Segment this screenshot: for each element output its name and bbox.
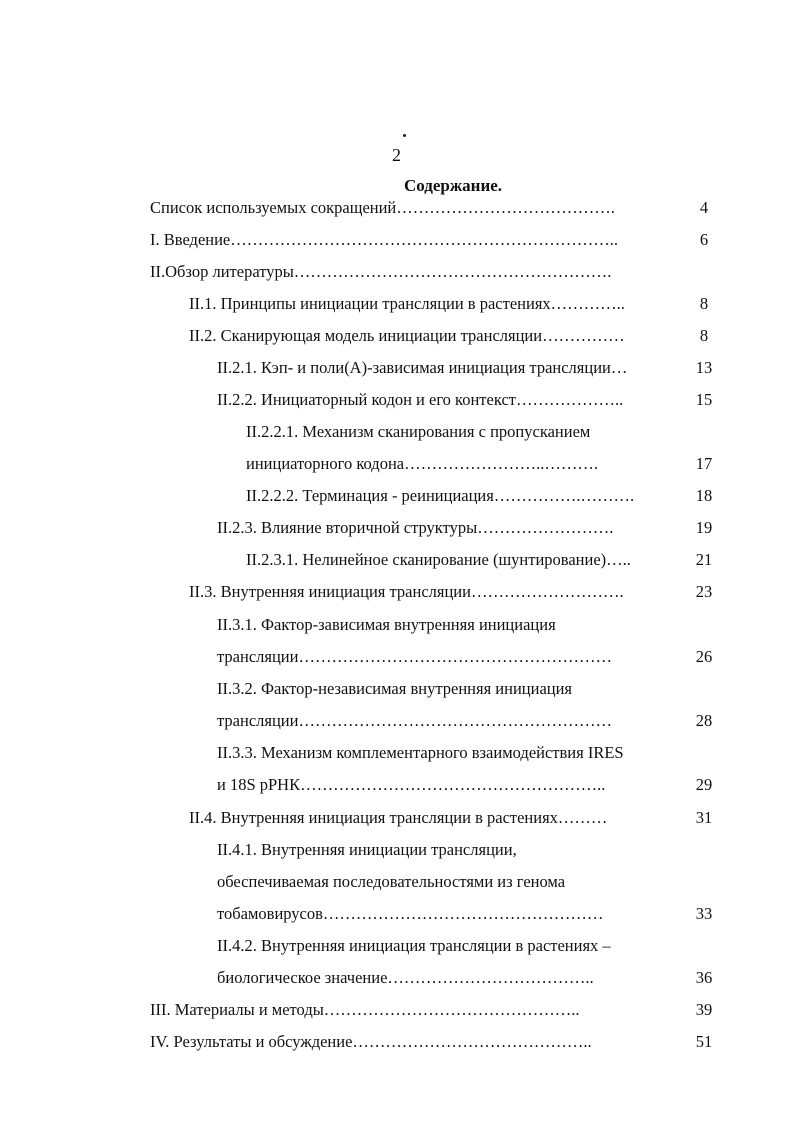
toc-entry-text: трансляции………………………………………………… bbox=[217, 647, 612, 666]
toc-entry-text: III. Материалы и методы……………………………………….. bbox=[150, 1000, 580, 1019]
toc-entry-text: и 18S рРНК……………………………………………….. bbox=[217, 775, 606, 794]
toc-entry-text: II.2.2. Инициаторный кодон и его контекст……………….. bbox=[217, 390, 624, 409]
toc-entry-page: 15 bbox=[695, 390, 713, 409]
page-title: Содержание. bbox=[403, 176, 503, 195]
toc-entry-page: 31 bbox=[695, 808, 713, 827]
toc-entry-text: II.4. Внутренняя инициация трансляции в растениях……… bbox=[189, 808, 608, 827]
toc-entry-page: 4 bbox=[699, 198, 709, 217]
toc-entry-page: 21 bbox=[695, 550, 713, 569]
toc-entry-text: II.1. Принципы инициации трансляции в растениях………….. bbox=[189, 294, 625, 313]
toc-entry-text: II.2.3.1. Нелинейное сканирование (шунтирование)….. bbox=[246, 550, 631, 569]
toc-entry-page: 19 bbox=[695, 518, 713, 537]
toc-entry-text: инициаторного кодона……………………..………. bbox=[246, 454, 598, 473]
toc-entry-text: II.4.1. Внутренняя инициации трансляции, bbox=[217, 840, 517, 859]
toc-entry-text: Список используемых сокращений…………………………………. bbox=[150, 198, 615, 217]
toc-entry-text: II.2.2.2. Терминация - реинициация…………….………. bbox=[246, 486, 635, 505]
toc-entry-text: I. Введение…………………………………………………………….. bbox=[150, 230, 619, 249]
toc-entry-page: 23 bbox=[695, 582, 713, 601]
toc-entry-text: II.3. Внутренняя инициация трансляции………………………. bbox=[189, 582, 624, 601]
toc-entry-text: II.2. Сканирующая модель инициации трансляции…………… bbox=[189, 326, 625, 345]
page-number: 2 bbox=[392, 145, 401, 165]
toc-entry-page: 17 bbox=[695, 454, 713, 473]
toc-entry-text: II.4.2. Внутренняя инициация трансляции в растениях – bbox=[217, 936, 611, 955]
toc-entry-page: 39 bbox=[695, 1000, 713, 1019]
toc-entry-page: 33 bbox=[695, 904, 713, 923]
toc-entry-text: IV. Результаты и обсуждение…………………………………….. bbox=[150, 1032, 592, 1051]
toc-entry-text: II.2.1. Кэп- и поли(А)-зависимая инициация трансляции… bbox=[217, 358, 628, 377]
toc-entry-page: 51 bbox=[695, 1032, 713, 1051]
toc-entry-text: обеспечиваемая последовательностями из генома bbox=[217, 872, 566, 891]
toc-entry-text: II.3.2. Фактор-независимая внутренняя инициация bbox=[217, 679, 573, 698]
toc-entry-text: тобамовирусов…………………………………………… bbox=[217, 904, 604, 923]
toc-entry-page: 18 bbox=[695, 486, 713, 505]
scan-speck bbox=[403, 134, 406, 137]
toc-entry-page: 29 bbox=[695, 775, 713, 794]
toc-entry-text: II.2.2.1. Механизм сканирования с пропусканием bbox=[246, 422, 591, 441]
toc-entry-page: 13 bbox=[695, 358, 713, 377]
toc-entry-text: II.3.3. Механизм комплементарного взаимодействия IRES bbox=[217, 743, 624, 762]
toc-entry-page: 6 bbox=[699, 230, 709, 249]
toc-entry-page: 36 bbox=[695, 968, 713, 987]
toc-entry-page: 8 bbox=[699, 326, 709, 345]
toc-entry-page: 28 bbox=[695, 711, 713, 730]
toc-entry-text: биологическое значение……………………………….. bbox=[217, 968, 594, 987]
toc-entry-text: II.Обзор литературы…………………………………………………. bbox=[150, 262, 612, 281]
toc-entry-text: трансляции………………………………………………… bbox=[217, 711, 612, 730]
toc-entry-page: 26 bbox=[695, 647, 713, 666]
toc-entry-page: 8 bbox=[699, 294, 709, 313]
toc-entry-text: II.2.3. Влияние вторичной структуры……………………. bbox=[217, 518, 614, 537]
toc-entry-text: II.3.1. Фактор-зависимая внутренняя инициация bbox=[217, 615, 556, 634]
